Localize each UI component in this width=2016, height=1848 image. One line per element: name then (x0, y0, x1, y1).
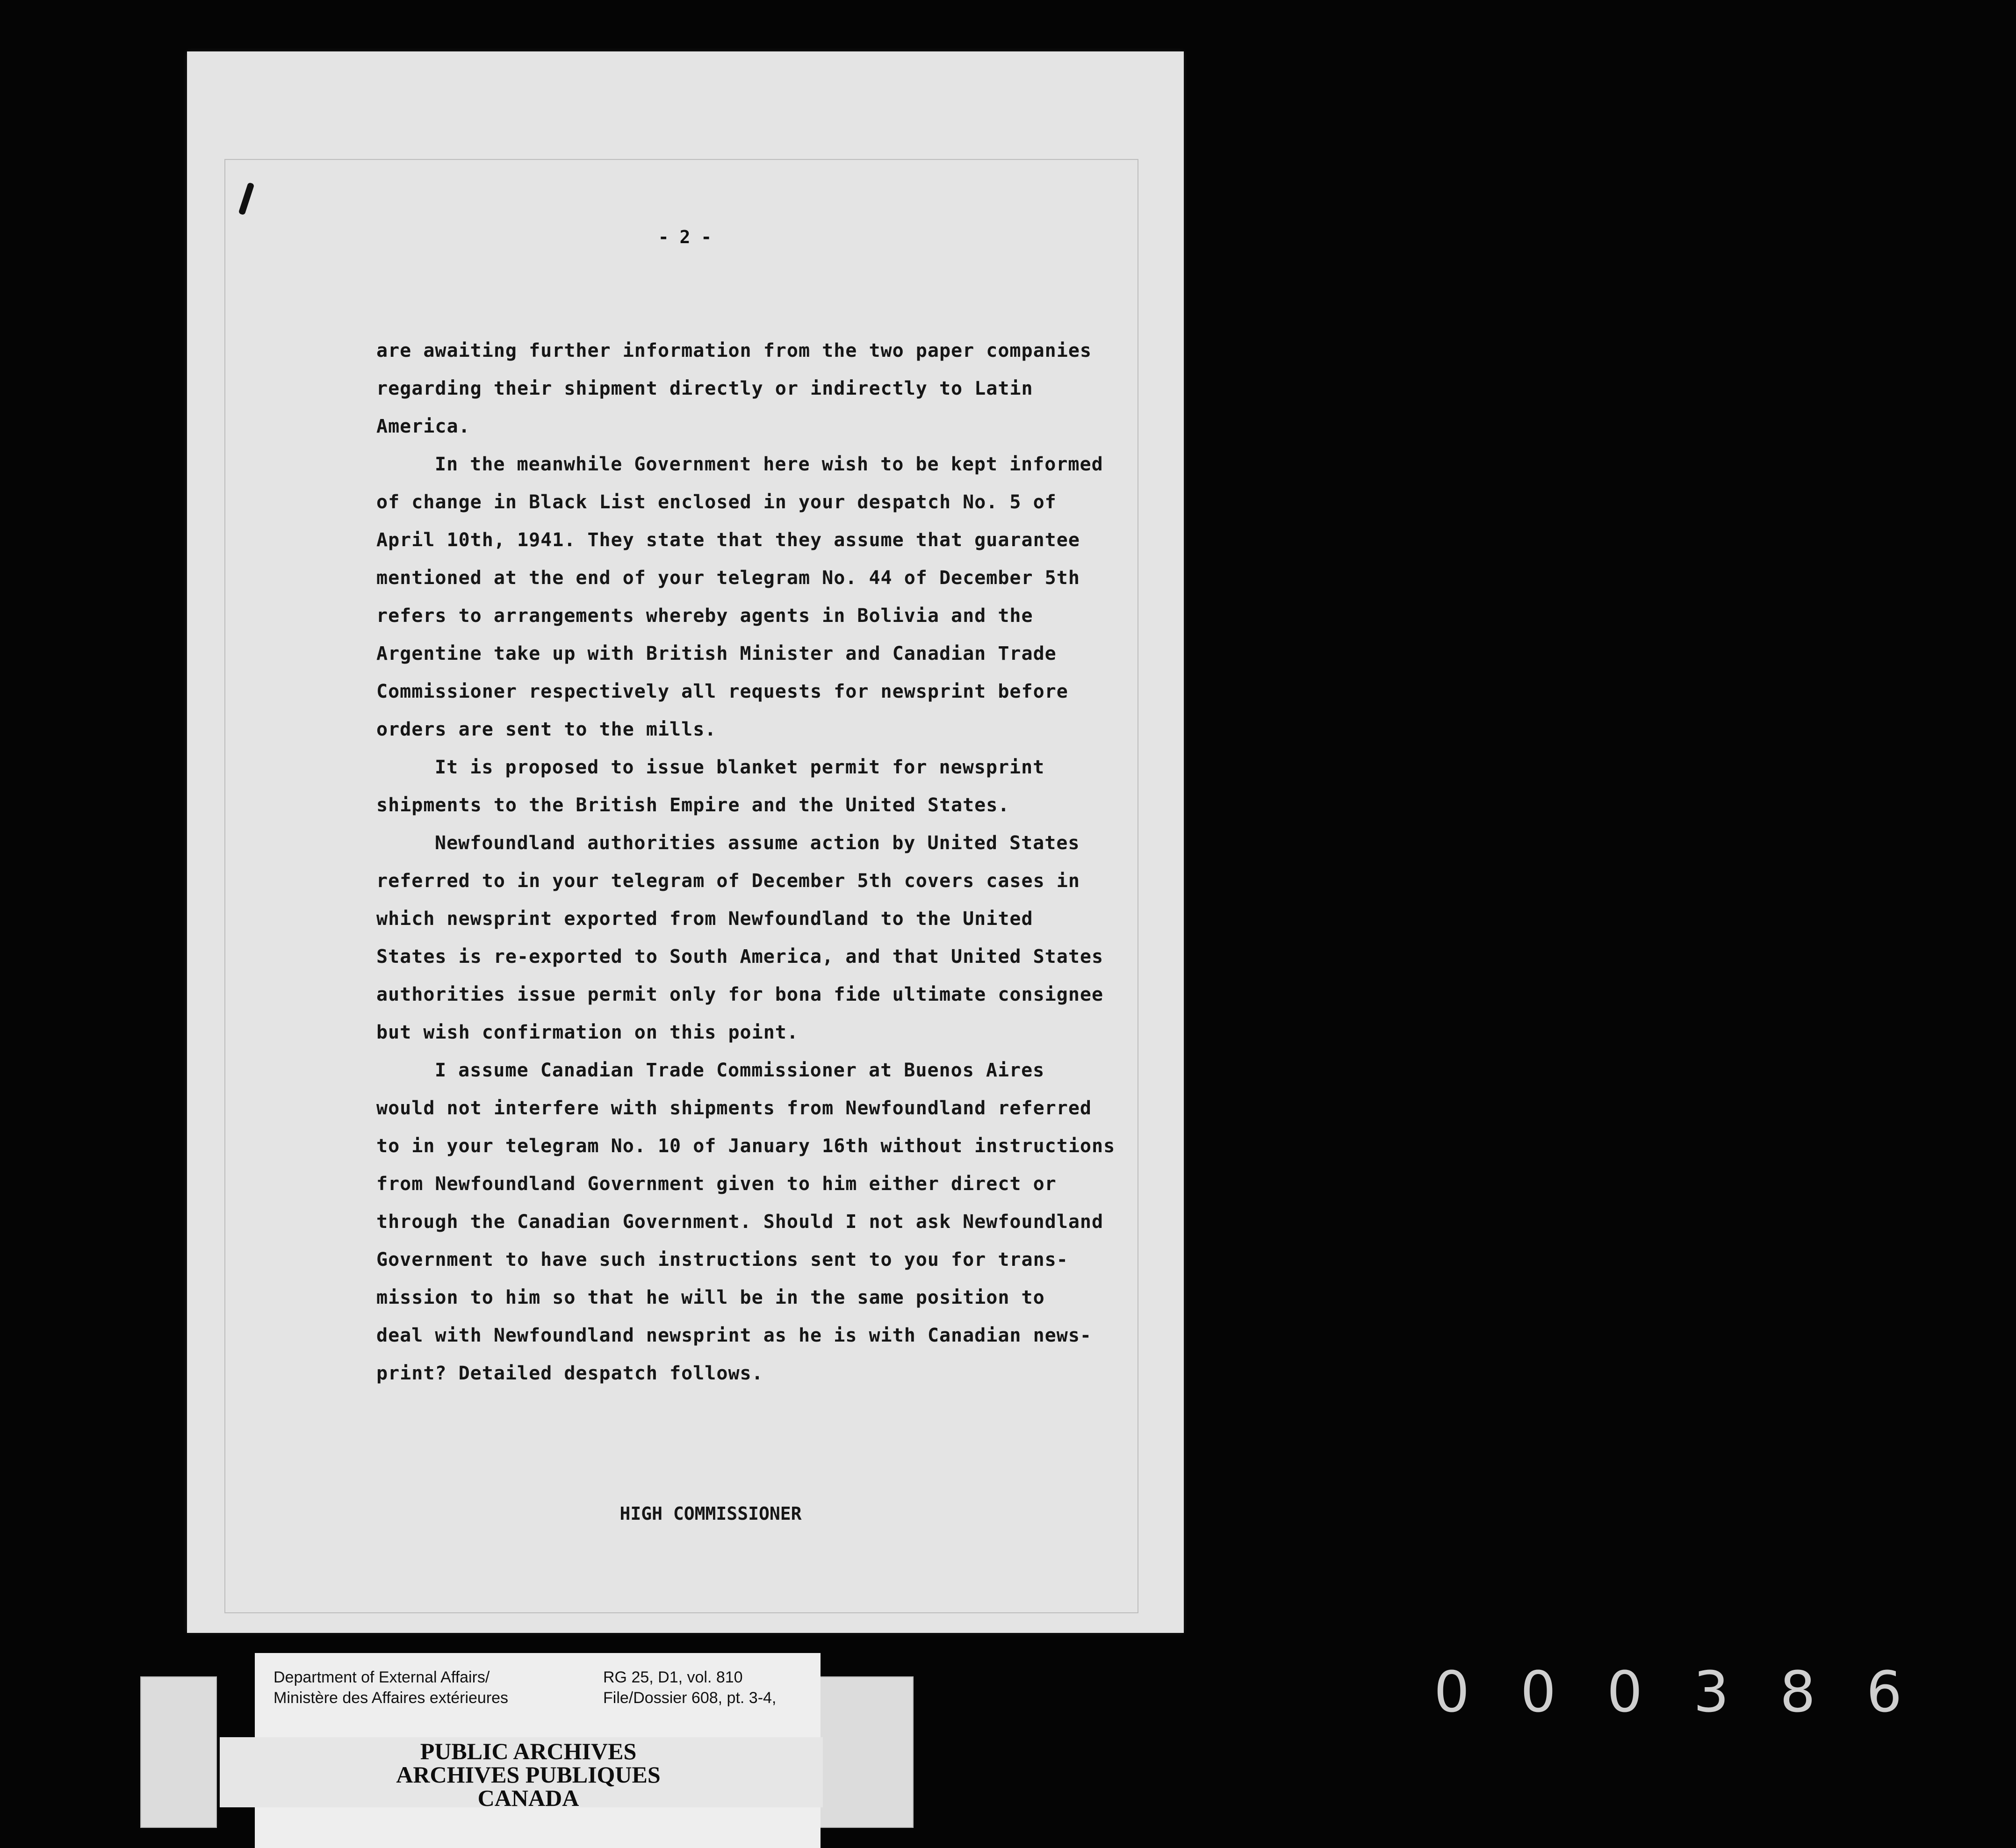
text-line: regarding their shipment directly or indirectly to Latin (376, 378, 1033, 399)
text-line: April 10th, 1941. They state that they assume that guarantee (376, 529, 1080, 551)
text-line: through the Canadian Government. Should I not ask Newfoundland (376, 1211, 1104, 1233)
text-line: referred to in your telegram of December 5th covers cases in (376, 870, 1080, 892)
stamp-line: PUBLIC ARCHIVES (420, 1738, 637, 1764)
text-line: In the meanwhile Government here wish to be kept informed (435, 454, 1103, 475)
text-line: orders are sent to the mills. (376, 719, 717, 740)
document-page (187, 51, 1184, 1633)
text-line: States is re-exported to South America, and that United States (376, 946, 1104, 967)
text-line: to in your telegram No. 10 of January 16th without instructions (376, 1135, 1116, 1157)
text-line: I assume Canadian Trade Commissioner at Buenos Aires (435, 1060, 1045, 1081)
frame-digit: 3 (1693, 1660, 1729, 1725)
text-line: It is proposed to issue blanket permit for newsprint (435, 757, 1045, 778)
text-line: would not interfere with shipments from Newfoundland referred (376, 1097, 1092, 1119)
frame-digit: 0 (1520, 1660, 1556, 1725)
department-line: Ministère des Affaires extérieures (274, 1689, 509, 1707)
stamp-line: CANADA (477, 1785, 579, 1811)
text-line: shipments to the British Empire and the United States. (376, 794, 1010, 816)
body-text (376, 332, 1124, 1393)
text-line: Newfoundland authorities assume action by United States (435, 832, 1080, 854)
archive-stamp (323, 1740, 734, 1810)
frame-digit: 0 (1433, 1660, 1470, 1725)
text-line: print? Detailed despatch follows. (376, 1363, 763, 1384)
department-line: Department of External Affairs/ (274, 1668, 490, 1686)
text-line: Commissioner respectively all requests for newsprint before (376, 681, 1068, 702)
text-line: Government to have such instructions sent to you for trans- (376, 1249, 1068, 1270)
frame-digit: 8 (1779, 1660, 1816, 1725)
text-line: are awaiting further information from the two paper companies (376, 340, 1092, 361)
reference-line: File/Dossier 608, pt. 3-4, (603, 1689, 777, 1707)
page-number: - 2 - (658, 227, 712, 247)
text-line: from Newfoundland Government given to him either direct or (376, 1173, 1057, 1195)
text-line: refers to arrangements whereby agents in Bolivia and the (376, 605, 1033, 627)
signature: HIGH COMMISSIONER (619, 1503, 802, 1524)
text-line: which newsprint exported from Newfoundland to the United (376, 908, 1033, 930)
frame-digit: 0 (1606, 1660, 1643, 1725)
text-line: Argentine take up with British Minister and Canadian Trade (376, 643, 1057, 664)
reference-block (603, 1667, 776, 1708)
frame-number (1431, 1660, 1905, 1725)
stamp-line: ARCHIVES PUBLIQUES (396, 1761, 661, 1788)
reference-line: RG 25, D1, vol. 810 (603, 1668, 743, 1686)
text-line: of change in Black List enclosed in your despatch No. 5 of (376, 491, 1057, 513)
text-line: authorities issue permit only for bona fide ultimate consignee (376, 984, 1104, 1005)
text-line: mentioned at the end of your telegram No. 44 of December 5th (376, 567, 1080, 589)
text-line: but wish confirmation on this point. (376, 1022, 799, 1043)
frame-digit: 6 (1866, 1660, 1902, 1725)
text-line: America. (376, 416, 470, 437)
text-line: deal with Newfoundland newsprint as he is with Canadian news- (376, 1325, 1092, 1346)
text-line: mission to him so that he will be in the same position to (376, 1287, 1045, 1308)
department-block (274, 1667, 508, 1708)
label-tab-left (140, 1676, 217, 1828)
